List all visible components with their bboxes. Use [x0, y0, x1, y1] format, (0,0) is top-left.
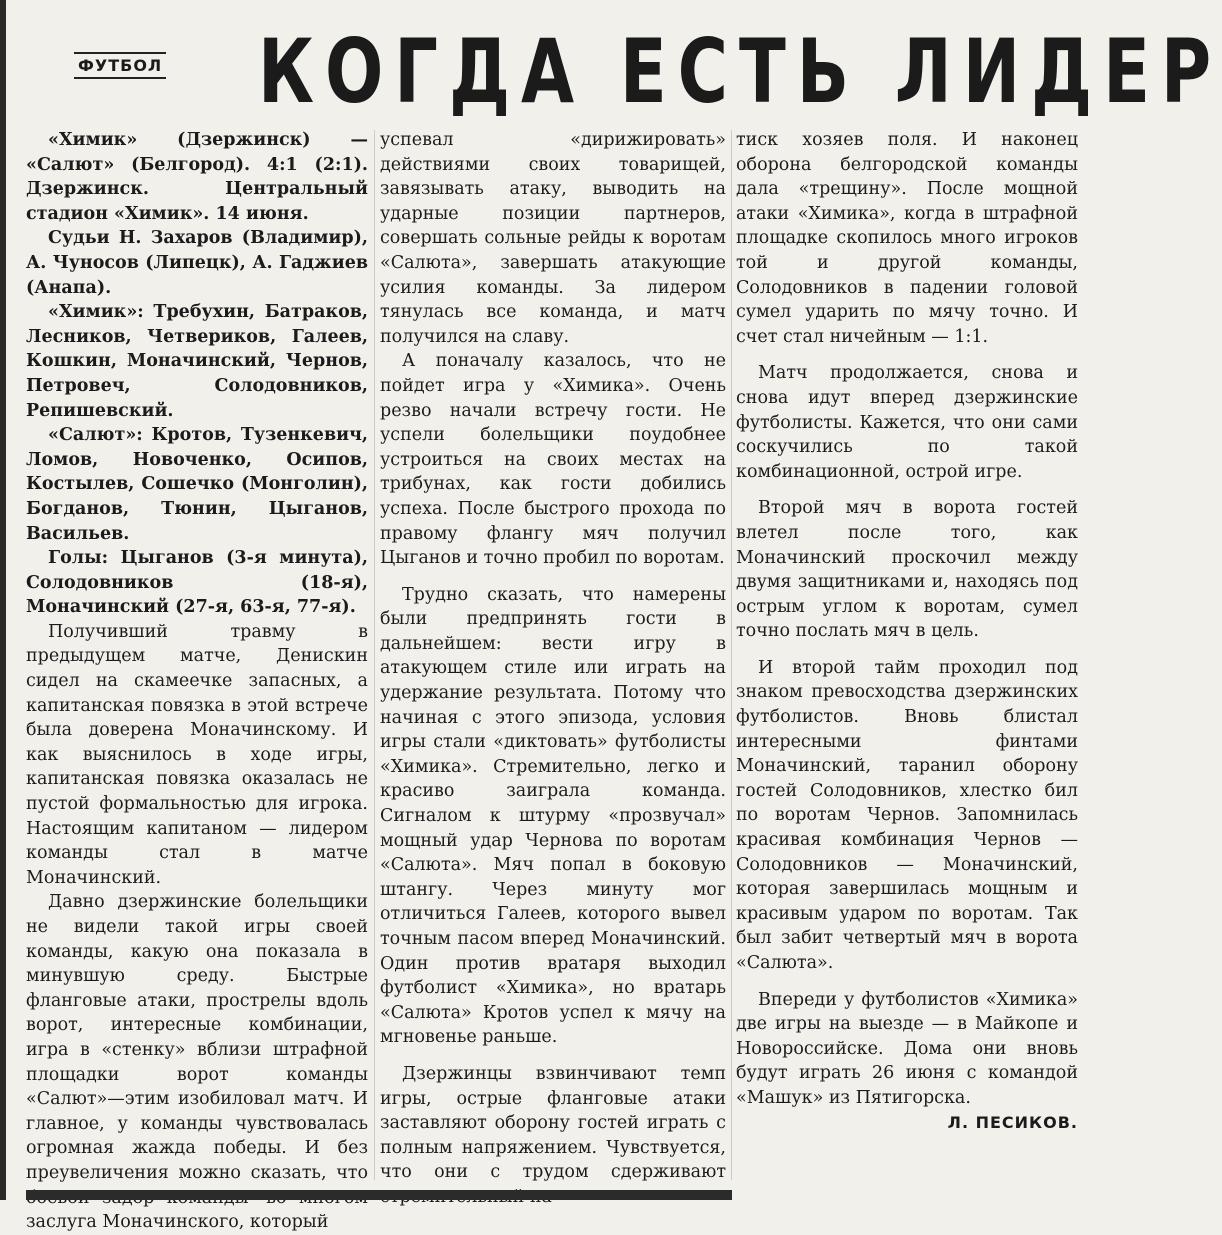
article-headline: КОГДА ЕСТЬ ЛИДЕР — [258, 20, 1222, 123]
article-paragraph: Матч продолжается, снова и снова идут вперед дзержинские футболисты. Кажется, что они сами соскучились по такой комбинационной, острой игре. — [736, 363, 1078, 482]
left-margin-rule — [0, 0, 6, 1200]
bottom-rule — [26, 1190, 732, 1200]
article-paragraph: Дзержинцы взвинчивают темп игры, острые фланговые атаки заставляют оборону гостей играть с полным напряжением. Чувствуется, что они с трудом сдерживают — [380, 1063, 726, 1183]
goals-paragraph: Голы: Цыганов (3-я минута), Солодовников (18-я), Моначинский (27-я, 63-я, 77-я). — [26, 548, 368, 618]
article-paragraph: успевал «дирижировать» действиями своих товарищей, завязывать атаку, выводить на ударные позиции партнеров, совершать сольные рейды к воротам «Салюта», завершать атакующие усилия команды. За лидером тянулась все команда, и матч получился на славу. — [380, 130, 726, 347]
article-paragraph: Получивший травму в предыдущем матче, Денискин сидел на скамеечке запасных, а капитанская повязка в этой встрече была доверена Моначинскому. И как выяснилось в ходе игры, капитанская повязка оказалась не пустой формальностью для игрока. Настоящим капитаном — лидером команды стал в матче Моначинский. — [26, 621, 368, 888]
article-paragraph: Трудно сказать, что намерены были предпринять гости в дальнейшем: вести игру в атакующем стиле или играть на удержание результата. Потому что начиная с этого эпизода, условия игры стали «диктовать» футболисты «Химика». Стремительно, легко и красиво заиграла команда. Сигналом к штурму «прозвучал» мощный удар Чернова по воротам «Салюта». Мяч попал в боковую штангу. Через минуту мог отличиться Галеев, которого вывел точным пасом вперед Моначинский. Один против вратаря выходил футболист «Химика», но вратарь «Салюта» Кротов успел к мячу на мгновенье раньше. — [380, 584, 726, 1048]
article-header — [20, 18, 1222, 128]
article-column-2 — [380, 128, 726, 1210]
article-column-3 — [736, 128, 1078, 1135]
article-paragraph: Впереди у футболистов «Химика» две игры на выезде — в Майкопе и Новороссийске. Дома они вновь будут играть 26 июня с командой «Машук» из Пятигорска. — [736, 989, 1078, 1108]
article-column-1 — [26, 128, 368, 1235]
salyut-lineup-paragraph: «Салют»: Кротов, Тузенкевич, Ломов, Новоченко, Осипов, Костылев, Сошечко (Монголин), Богданов, Тюнин, Цыганов, Васильев. — [26, 425, 368, 544]
column-divider — [374, 130, 375, 1180]
column-divider — [731, 130, 732, 1180]
referees-paragraph: Судьи Н. Захаров (Владимир), А. Чуносов (Липецк), А. Гаджиев (Анапа). — [26, 228, 368, 298]
match-header-paragraph: «Химик» (Дзержинск) — «Салют» (Белгород). 4:1 (2:1). Дзержинск. Центральный стадион «Химик». 14 июня. — [26, 130, 368, 224]
article-paragraph: Второй мяч в ворота гостей влетел после того, как Моначинский проскочил между двумя защитниками и, находясь под острым углом к воротам, сумел точно послать мяч в цель. — [736, 498, 1078, 642]
article-paragraph: тиск хозяев поля. И наконец оборона белгородской команды дала «трещину». После мощной атаки «Химика», когда в штрафной площадке скопилось много игроков той и другой команды, Солодовников в падении головой сумел ударить по мячу точно. И счет стал ничейным — 1:1. — [736, 130, 1078, 347]
section-rubric: ФУТБОЛ — [74, 52, 166, 79]
article-paragraph: А поначалу казалось, что не пойдет игра у «Химика». Очень резво начали встречу гости. Не успели болельщики поудобнее устроиться на своих местах на трибунах, как гости добились успеха. После быстрого прохода по правому флангу мяч получил Цыганов и точно пробил по воротам. — [380, 351, 726, 569]
khimik-lineup-paragraph: «Химик»: Требухин, Батраков, Лесников, Четвериков, Галеев, Кошкин, Моначинский, Чернов, Петровеч, Солодовников, Репишевский. — [26, 302, 368, 421]
article-paragraph: И второй тайм проходил под знаком превосходства дзержинских футболистов. Вновь блистал интересными финтами Моначинский, таранил оборону гостей Солодовников, хлестко бил по воротам Чернов. Запомнилась красивая комбинация Чернов — Солодовников — Моначинский, которая завершилась мощным и красивым ударом по воротам. Так был забит четвертый мяч в ворота «Салюта». — [736, 657, 1078, 973]
author-signature: Л. ПЕСИКОВ. — [947, 1112, 1078, 1132]
article-paragraph: Давно дзержинские болельщики не видели такой игры своей команды, какую она показала в минувшую среду. Быстрые фланговые атаки, прострелы вдоль ворот, интересные комбинации, игра в «стенку» вблизи штрафной площадки ворот команды «Салют»—этим изобиловал матч. И главное, у команды чувствовалась огромная жажда победы. И без преувеличения можно сказать, что заслуга Моначинского, который — [26, 892, 368, 1233]
